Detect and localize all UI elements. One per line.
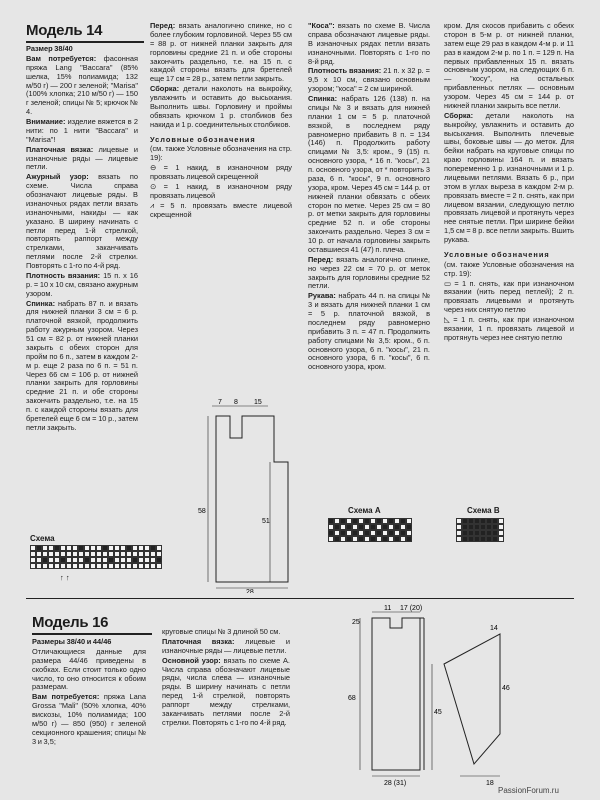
model14-col2: [150, 22, 292, 220]
materials-head: Вам потребуется:: [32, 692, 100, 702]
legend-title: Условные обозначения: [150, 134, 256, 144]
materials-text: фасонная пряжа Lang "Baccara" (85% шелка, 15% полиамида; 132 м/50 г) — 200 г зеленой; "Marisa" (100% хлопка; 210 м/50 г) — 150 г зеленой; спицы № 5; крючок № 4.: [26, 53, 138, 117]
slip-stitch-icon: ▭: [444, 278, 451, 288]
gauge-head: Плотность вязания:: [26, 270, 101, 280]
assembly-text: детали наколоть на выкройку, увлажнить и оставить до высыхания. Выполнить швы. Горловину и проймы обвязать крючком 1 р. столбиков без накида и 1 р. соединительных столбиков.: [150, 84, 292, 129]
model14-scheme-grid: [30, 545, 162, 569]
slip-knit-pass-icon: ◺: [444, 315, 450, 324]
gauge-text: 21 п. х 32 р. = 9,5 х 10 см, связано основным узором; "коса" = 2 см шириной.: [308, 66, 430, 94]
legend-note: (см. также Условные обозначения на стр. 19):: [150, 144, 292, 163]
model16-sizes-text: Отличающиеся данные для размера 44/46 приведены в скобках. Если стоит только одно число, то оно относится к обоим размерам.: [32, 646, 146, 692]
model14-col1: [26, 45, 138, 434]
sleeves-continued-text: кром. Для скосов прибавить с обеих сторон в 5-м р. от нижней планки, затем еще 29 раз в каждом 4-м р. и 11 раз в каждом 2-м р. по 1 п. = 129 п. На первых прибавленных 15 п. вязать основным узором, на следующих 6 п. — "косу", на остальных прибавленных петлях — основным узором. Через 45 см = 144 р. от нижней планки закрыть все петли.: [444, 21, 574, 110]
legend-note: (см. также Условные обозначения на стр. 19):: [444, 259, 574, 278]
model14-scheme-label: Схема: [30, 534, 55, 543]
lace-head: Ажурный узор:: [26, 172, 89, 182]
front-text: вязать аналогично спинке, но с более глубоким горловиной. Через 55 см = 88 р. от нижней планки закрыть для горловины средние 21 п. и обе стороны закончить раздельно, т.е. на 15 п. с каждой стороны вязать для бретелей еще 17 см = 28 р., затем петли закрыть.: [150, 21, 292, 84]
legend-item: = 1 накид, в изнаночном ряду провязать лицевой скрещенной: [150, 163, 292, 181]
kosa-text: вязать по схеме В. Числа справа обозначают лицевые ряды. В изнаночных рядах петли вязать изнаночными. Повторять с 1-го по 8-й ряд.: [308, 21, 430, 66]
dim-left: 58: [198, 508, 206, 515]
stockinette-text: лицевые и изнаночные ряды — лицевые петли.: [162, 636, 290, 655]
materials-head: Вам потребуется:: [26, 53, 97, 63]
scheme-arrows: ↑ ↑: [60, 573, 70, 582]
model16-col1: [32, 638, 146, 748]
scheme-a-label: Схема A: [348, 506, 381, 515]
sleeves-head: Рукава:: [308, 291, 336, 301]
dim-left: 68: [348, 695, 356, 702]
scheme-b-label: Схема B: [467, 506, 500, 515]
back-text: набрать 87 п. и вязать для нижней планки 3 см = 6 р. платочной вязкой, продолжить работу ажурным узором. Через 51 см = 82 р. от нижней планки закрыть с обеих сторон для пройм по 6 п., затем в каждом 2-м р. еще 2 раза по 6 п. = 51 п. Через 66 см = 106 р. от нижней планки закрыть для горловины средние 21 п. и обе стороны закончить раздельно, т.е. на 15 п. с каждой стороны вязать для бретелей еще 6 см = 10 р., затем петли закрыть.: [26, 298, 138, 432]
back-head: Спинка:: [308, 94, 338, 103]
back-text: набрать 126 (138) п. на спицы № 3 и вязать для нижней планки 1 см = 5 р. платочной вязкой, в последнем ряду равномерно прибавить 8 п. = 134 (146) п. Продолжить работу спицами № 3,5: кром., 9 (15) п. основного узора, * 16 п. "косы", 21 п. основного узора, от * повторить 3 раза, 6 п. "косы", 9 п. основного узора, кром. Через 45 см = 144 р. от нижней планки обвязать с обеих сторон по метке. Через 25 см = 80 р. от метки закрыть для горловины средние 52 п. и обе стороны закончить раздельно. Через 3 см = 10 р. от начала горловины закрыть оставшиеся 41 (47) п. плеча.: [308, 94, 430, 254]
front-head: Перед:: [150, 21, 176, 30]
dim-right: 51: [262, 518, 270, 525]
scheme-b-grid: [456, 518, 504, 542]
stockinette-head: Платочная вязка:: [162, 636, 235, 646]
legend-item: = 1 п. снять, как при изнаночном вязании (нить перед петлей); 2 п. провязать лицевыми и протянуть через них снятую петлю: [444, 278, 574, 315]
attention-head: Внимание:: [26, 117, 66, 126]
dim-top-left: 11: [384, 605, 392, 612]
cell: [156, 563, 162, 569]
attention-text: изделие вяжется в 2 нити: по 1 нити "Baccara" и "Marisa"!: [26, 117, 138, 144]
model16-sizes: Размеры 38/40 и 44/46: [32, 637, 112, 646]
yarn-over-icon: ⊙: [150, 181, 157, 191]
five-together-icon: ⩘: [150, 200, 155, 210]
dim-top-right: 17 (20): [400, 605, 423, 612]
gauge-head: Плотность вязания:: [308, 66, 382, 76]
circular-needles-text: круговые спицы № 3 длиной 50 см.: [162, 627, 281, 636]
assembly-head: Сборка:: [150, 84, 180, 94]
dim-right: 45: [434, 709, 442, 716]
legend-item: = 1 п. снять, как при изнаночном вязании, 1 п. провязать лицевой и протянуть через нее снятую петлю: [444, 315, 574, 342]
main-pattern-head: Основной узор:: [162, 655, 221, 665]
dim-top-seam: 25: [352, 619, 360, 626]
model14-title: Модель 14: [26, 22, 103, 39]
stockinette-text: лицевые и изнаночные ряды — лицевые петли.: [26, 144, 138, 172]
yarn-over-twisted-icon: ⊖: [150, 163, 157, 173]
back-head: Спинка:: [26, 298, 56, 308]
model14-pattern-diagram: [196, 398, 301, 593]
dim-top-left: 7: [218, 399, 222, 406]
dim-sleeve-bottom: 18: [486, 780, 494, 787]
legend-item: = 1 накид, в изнаночном ряду провязать лицевой: [150, 181, 292, 200]
main-pattern-text: вязать по схеме А. Числа справа обозначают лицевые ряды, числа слева — изнаночные ряды. В ширину начинать с петли перед 1-й стрелкой, повторять раппорт между стрелками, заканчивать петлями после 2-й стрелки. Повторять с 1-го по 4-й ряд.: [162, 655, 290, 727]
sleeves-text: набрать 44 п. на спицы № 3 и вязать для нижней планки 1 см = 5 р. платочной вязкой, в последнем ряду равномерно прибавить 3 п. = 47 п. Продолжить работу спицами № 3,5: кром., 6 п. основного узора, 6 п. "косы", 21 п. основного узора, 6 п. "косы", 6 п. основного узора, кром.: [308, 291, 430, 372]
model16-title-rule: [32, 633, 152, 635]
model15-col3: [308, 22, 430, 373]
assembly-text: детали наколоть на выкройку, увлажнить и оставить до высыхания. Выполнить плечевые швы, боковые швы — до меток. Для бейки набрать на круговые спицы по краю горловины 164 п. и вязать попеременно 1 р. изнаночными и 1 р. лицевыми петлями. Вязать 6 р., при этом в углах выреза в каждом 2-м р. провязать вместе = 2 п. снять, как при лицевом вязании, следующую петлю провязать лицевой и протянуть через нее снятые петли. При ширине бейки 1,5 см = 8 р. все петли закрыть. Вшить рукава.: [444, 110, 574, 244]
model14-size: Размер 38/40: [26, 44, 73, 53]
kosa-head: "Коса":: [308, 21, 335, 30]
dim-bottom: 28: [246, 589, 254, 593]
cell: [406, 536, 412, 542]
front-text: вязать аналогично спинке, но через 22 см = 70 р. от меток закрыть для горловины средние 52 петли.: [308, 254, 430, 291]
dim-sleeve: 46: [502, 685, 510, 692]
dim-sleeve-top: 14: [490, 625, 498, 632]
legend-item: = 5 п. провязать вместе лицевой скрещенной: [150, 200, 292, 219]
dim-bottom: 28 (31): [384, 780, 407, 787]
model15-col4: [444, 22, 574, 344]
model16-pattern-diagram: [340, 604, 510, 790]
front-head: Перед:: [308, 254, 334, 264]
lace-text: вязать по схеме. Числа справа обозначают лицевые ряды. В изнаночных рядах петли вязать изнаночными, накиды — как указано. В ширину начинать с петли перед 1-й стрелкой, повторять раппорт между стрелками, заканчивать петлями после 2-й стрелки. Повторять с 1-го по 4-й ряд.: [26, 172, 138, 270]
materials-text: пряжа Lana Grossa "Mali" (50% хлопка, 40% вискозы, 10% полиамида; 100 м/50 г) — 850 (950) г зеленой секционного крашения; спицы № 3 и 3,5;: [32, 692, 146, 746]
model16-title: Модель 16: [32, 614, 109, 631]
stockinette-head: Платочная вязка:: [26, 144, 94, 154]
gauge-text: 15 п. х 16 р. = 10 х 10 см, связано ажурным узором.: [26, 270, 138, 298]
cell: [498, 536, 504, 542]
assembly-head: Сборка:: [444, 110, 474, 120]
section-divider: [26, 598, 574, 599]
dim-top-right: 15: [254, 399, 262, 406]
dim-top-mid: 8: [234, 399, 238, 406]
watermark: PassionForum.ru: [498, 786, 559, 795]
scheme-a-grid: [328, 518, 412, 542]
model14-title-rule: [26, 41, 144, 43]
model16-col2: [162, 628, 290, 729]
legend-title: Условные обозначения: [444, 249, 550, 259]
